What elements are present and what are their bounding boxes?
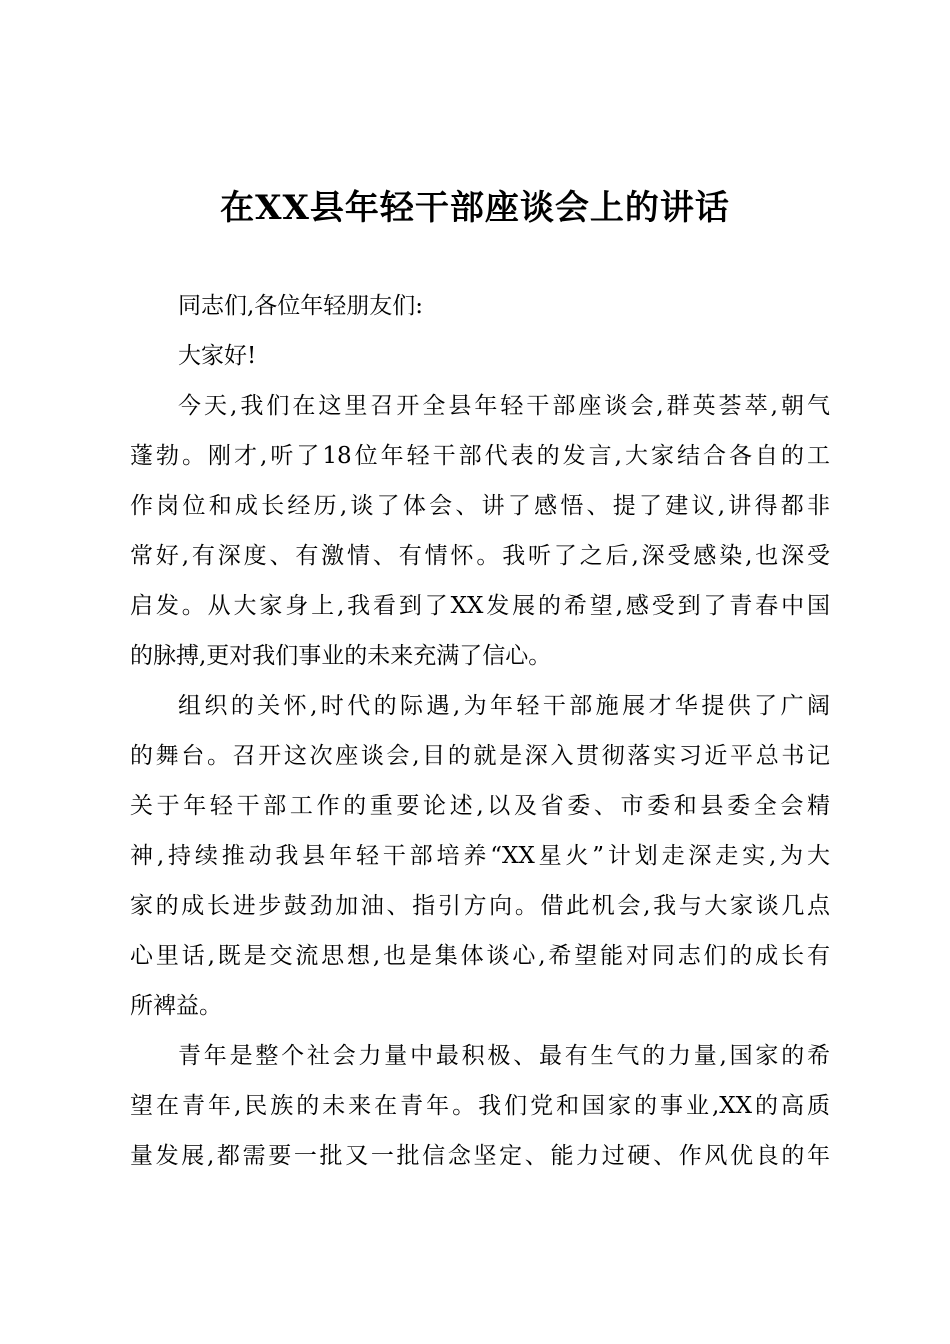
paragraph-3 (130, 1038, 830, 1188)
text-line: 的脉搏,更对我们事业的未来充满了信心。 (130, 643, 552, 669)
text-line: 神,持续推动我县年轻干部培养“XX星火”计划走深走实,为大 (130, 843, 830, 869)
paragraph-2 (130, 688, 830, 1038)
text-line: 望在青年,民族的未来在青年。我们党和国家的事业,XX的高质 (130, 1093, 830, 1119)
text-line: 量发展,都需要一批又一批信念坚定、能力过硬、作风优良的年 (130, 1143, 830, 1169)
text-line: 所裨益。 (130, 993, 222, 1019)
document-title: 在XX县年轻干部座谈会上的讲话 (220, 188, 730, 228)
salutation: 同志们,各位年轻朋友们: (178, 293, 424, 319)
text-line: 常好,有深度、有激情、有情怀。我听了之后,深受感染,也深受 (130, 543, 830, 569)
text-line: 蓬勃。刚才,听了18位年轻干部代表的发言,大家结合各自的工 (130, 443, 830, 469)
text-line: 作岗位和成长经历,谈了体会、讲了感悟、提了建议,讲得都非 (130, 493, 830, 519)
text-line: 组织的关怀,时代的际遇,为年轻干部施展才华提供了广阔 (178, 693, 830, 719)
greeting-line: 大家好! (178, 343, 257, 369)
document-body (130, 288, 830, 1188)
text-line: 青年是整个社会力量中最积极、最有生气的力量,国家的希 (178, 1043, 830, 1069)
text-line: 启发。从大家身上,我看到了XX发展的希望,感受到了青春中国 (130, 593, 830, 619)
text-line: 家的成长进步鼓劲加油、指引方向。借此机会,我与大家谈几点 (130, 893, 830, 919)
text-line: 关于年轻干部工作的重要论述,以及省委、市委和县委全会精 (130, 793, 830, 819)
text-line: 心里话,既是交流思想,也是集体谈心,希望能对同志们的成长有 (130, 943, 830, 969)
text-line: 今天,我们在这里召开全县年轻干部座谈会,群英荟萃,朝气 (178, 393, 830, 419)
paragraph-1 (130, 388, 830, 688)
text-line: 的舞台。召开这次座谈会,目的就是深入贯彻落实习近平总书记 (130, 743, 830, 769)
